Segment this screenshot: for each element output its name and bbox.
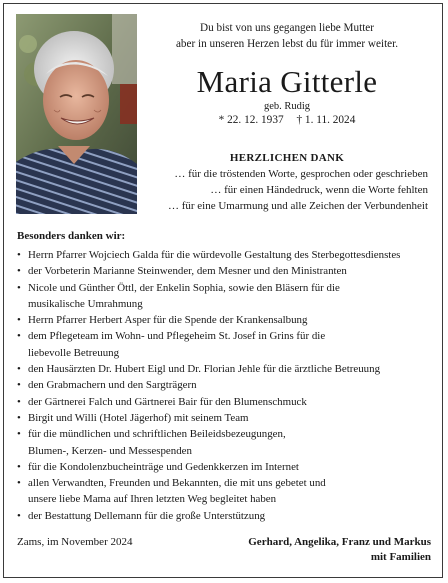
list-item-text: Herrn Pfarrer Herbert Asper für die Spende der Krankensalbung [28,314,308,327]
birth-name: geb. Rudig [263,101,311,112]
list-item-text: der Gärtnerei Falch und Gärtnerei Bair für den Blumenschmuck [28,395,307,408]
list-item [17,328,435,361]
verse-line: Du bist von uns gegangen liebe Mutter [200,22,374,34]
list-item [17,508,435,524]
thanks-heading: HERZLICHEN DANK [229,152,345,164]
list-item-text: für die mündlichen und schriftlichen Beileidsbezeugungen, [28,428,286,441]
place-and-date: Zams, im November 2024 [17,536,133,548]
list-item [17,377,435,393]
list-item [17,247,435,263]
list-item [17,312,435,328]
list-item-text: Nicole und Günther Öttl, der Enkelin Sophia, sowie den Bläsern für die [28,281,340,294]
list-item [17,263,435,279]
special-thanks-list [17,247,435,524]
thanks-lines [146,166,428,214]
list-item-text: der Bestattung Dellemann für die große Unterstützung [28,509,266,522]
list-item [17,410,435,426]
birth-date: * 22. 12. 1937 [218,114,284,126]
verse-line: aber in unseren Herzen lebst du für immer weiter. [175,38,399,50]
list-item-text: musikalische Umrahmung [28,297,143,310]
list-item-text: dem Pflegeteam im Wohn- und Pflegeheim St. Josef in Grins für die [28,330,326,343]
signers [191,535,431,565]
list-item [17,280,435,313]
list-item-text: der Vorbeterin Marianne Steinwender, dem Mesner und den Ministranten [28,265,347,278]
list-item-text: für die Kondolenzbucheinträge und Gedenkkerzen im Internet [28,460,299,473]
thanks-line: … für eine Umarmung und alle Zeichen der Verbundenheit [167,200,428,212]
list-item-text: Birgit und Willi (Hotel Jägerhof) mit seinem Team [28,411,249,424]
death-date: † 1. 11. 2024 [296,114,356,126]
life-dates [146,113,428,128]
list-item-text: Blumen-, Kerzen- und Messespenden [28,444,192,457]
list-item [17,394,435,410]
thanks-line: … für einen Händedruck, wenn die Worte fehlten [210,184,428,196]
special-thanks-heading: Besonders danken wir: [17,230,126,242]
list-item-text: unsere liebe Mama auf Ihren letzten Weg begleitet haben [28,493,277,506]
list-item-text: den Grabmachern und den Sargträgern [28,379,197,392]
list-item [17,426,435,459]
list-item-text: liebevolle Betreuung [28,346,120,359]
signers-line: mit Familien [370,551,431,563]
list-item [17,475,435,508]
list-item [17,361,435,377]
list-item-text: allen Verwandten, Freunden und Bekannten, die mit uns gebetet und [28,477,326,490]
thanks-line: … für die tröstenden Worte, gesprochen oder geschrieben [174,168,428,180]
list-item-text: Herrn Pfarrer Wojciech Galda für die würdevolle Gestaltung des Sterbegottesdienstes [28,249,401,261]
memorial-verse [146,20,428,52]
signers-line: Gerhard, Angelika, Franz und Markus [248,536,431,548]
list-item [17,459,435,475]
list-item-text: den Hausärzten Dr. Hubert Eigl und Dr. Florian Jehle für die ärztliche Betreuung [28,363,381,376]
portrait-photo [16,14,137,214]
deceased-name: Maria Gitterle [196,64,378,99]
portrait-icon [16,14,137,214]
